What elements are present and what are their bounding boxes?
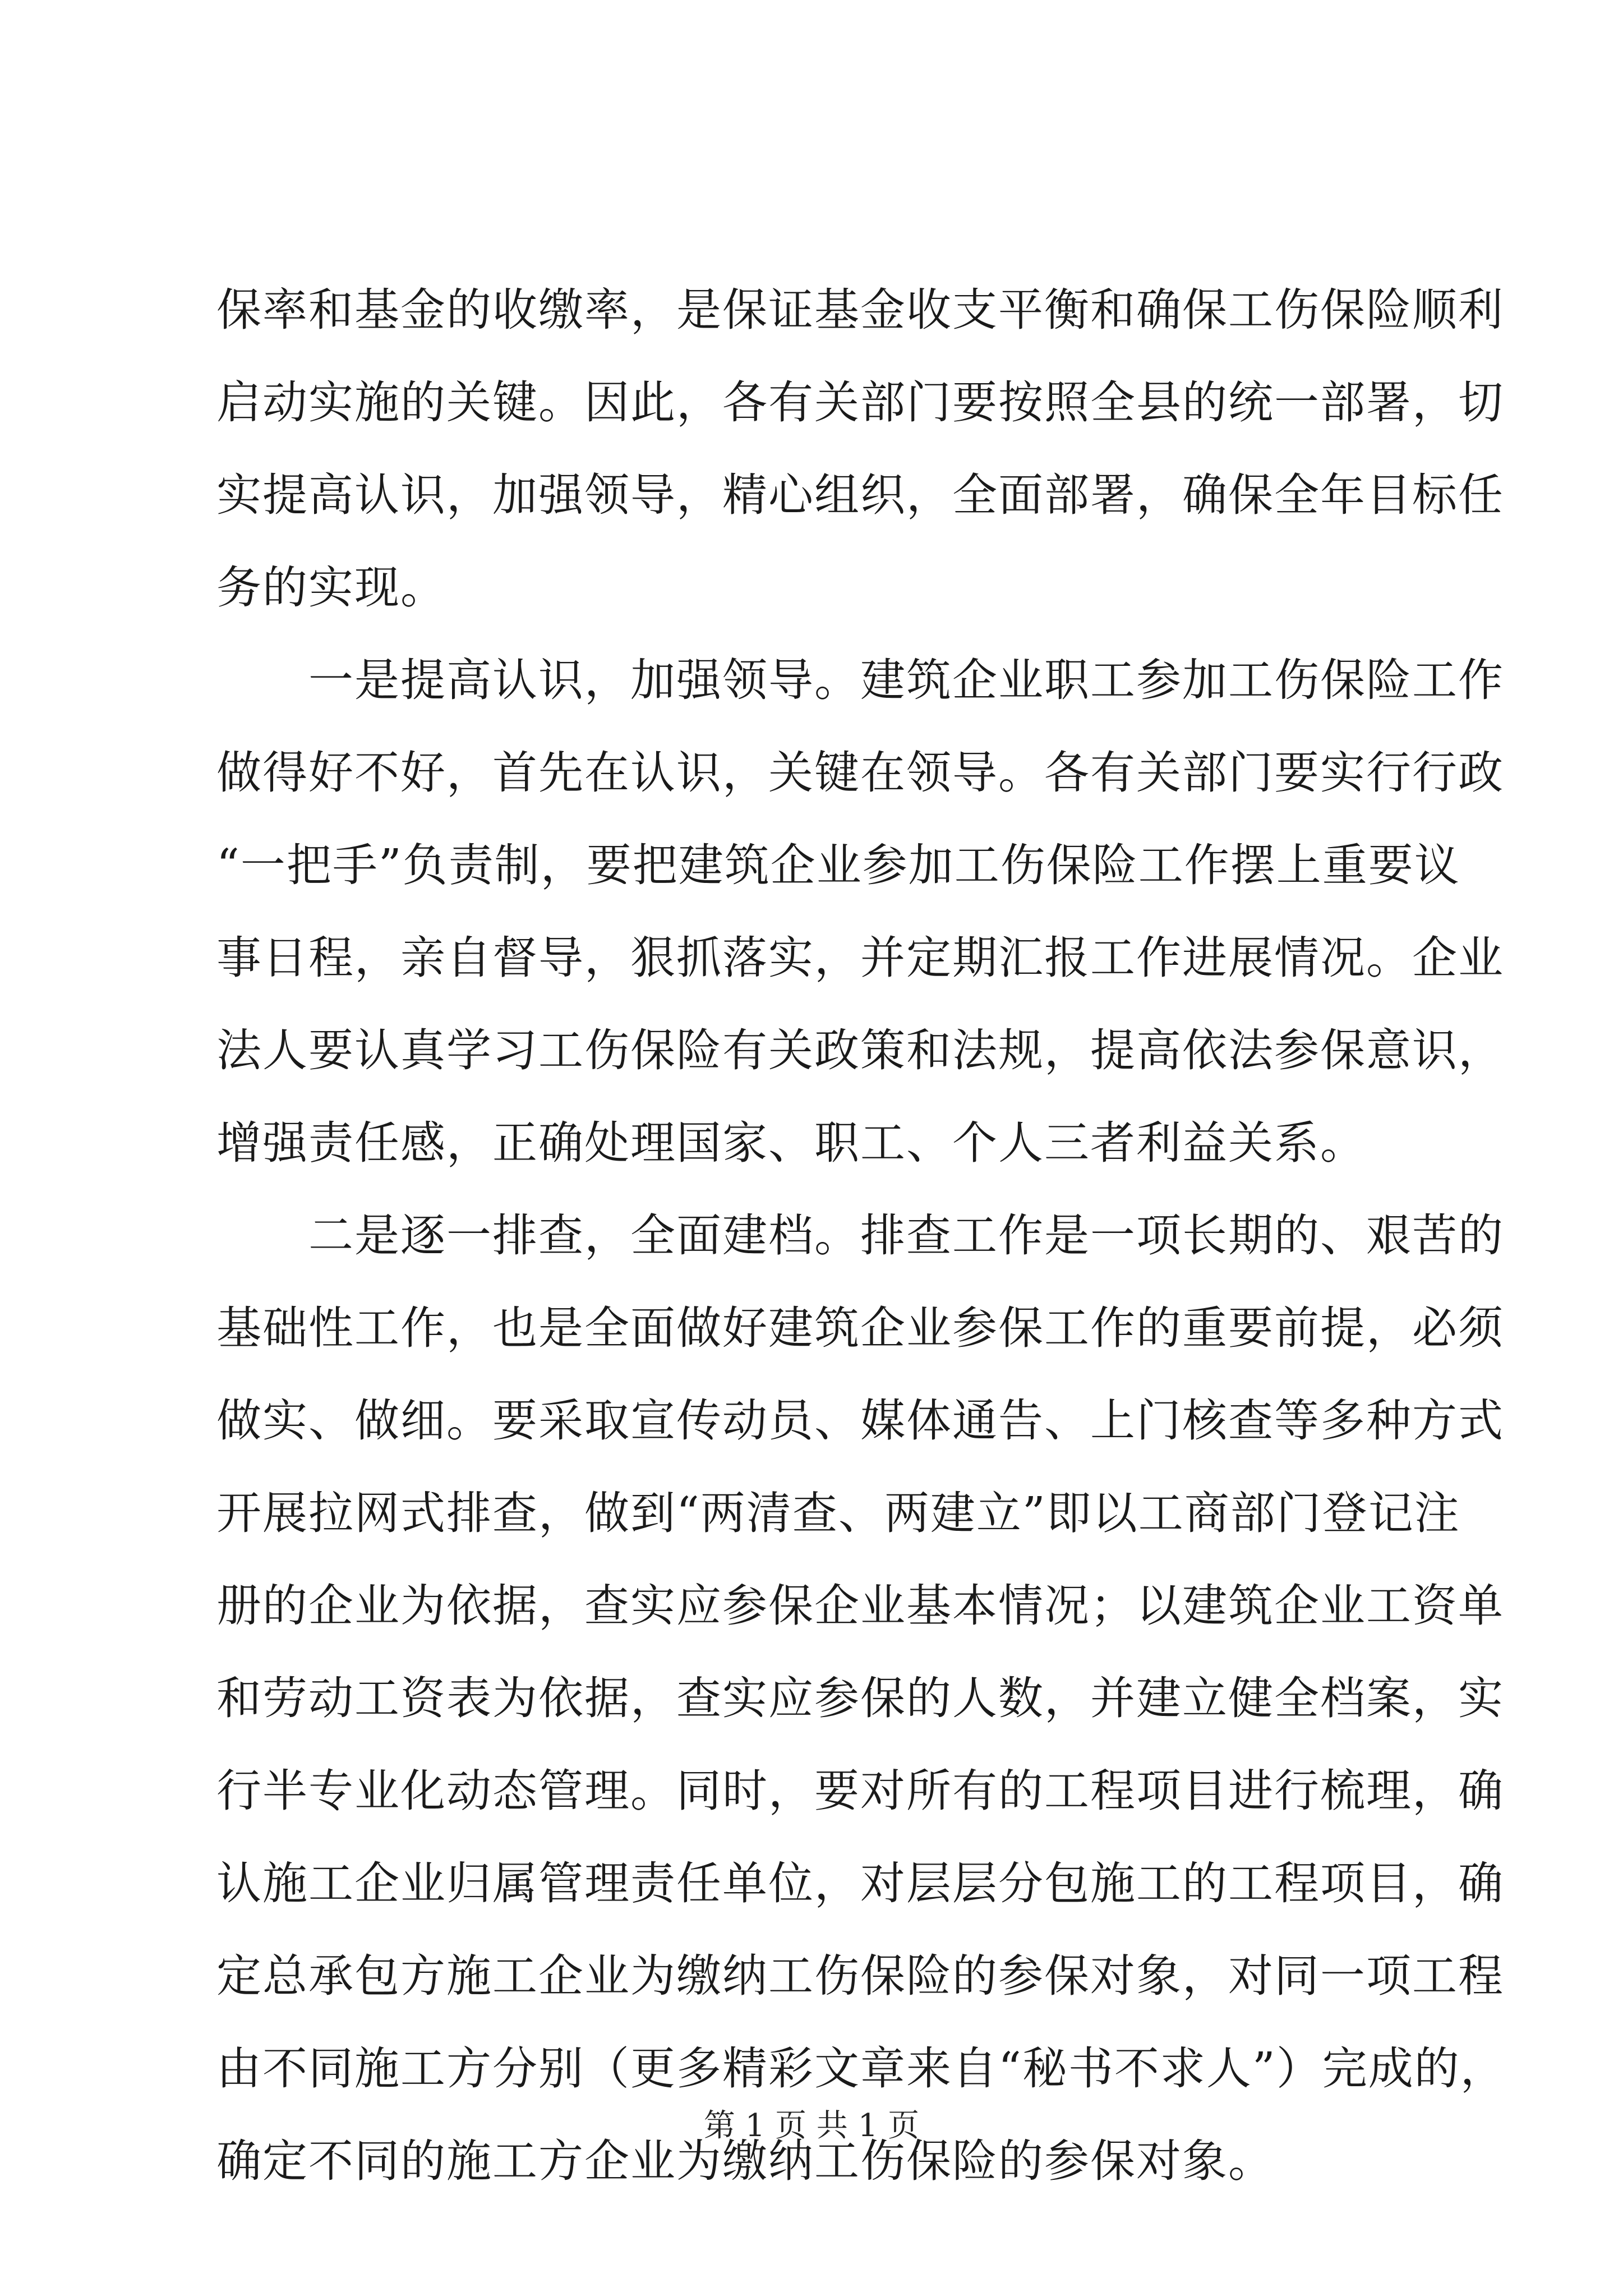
text-line: 做得好不好，首先在认识，关键在领导。各有关部门要实行行政: [216, 747, 1504, 799]
text-line: 册的企业为依据，查实应参保企业基本情况；以建筑企业工资单: [216, 1580, 1504, 1632]
text-line: 行半专业化动态管理。同时，要对所有的工程项目进行梳理，确: [216, 1765, 1504, 1817]
text-line: 保率和基金的收缴率，是保证基金收支平衡和确保工伤保险顺利: [216, 284, 1504, 336]
text-line: 启动实施的关键。因此，各有关部门要按照全县的统一部署，切: [216, 376, 1504, 429]
text-line: 一是提高认识，加强领导。建筑企业职工参加工伤保险工作: [216, 654, 1504, 706]
page-number-footer: 第 1 页 共 1 页: [703, 2108, 920, 2144]
text-line: 实提高认识，加强领导，精心组织，全面部署，确保全年目标任: [216, 469, 1504, 521]
text-line: 开展拉网式排查，做到“两清查、两建立”即以工商部门登记注: [216, 1487, 1460, 1539]
document-body: [216, 264, 1506, 2207]
text-line: 确定不同的施工方企业为缴纳工伤保险的参保对象。: [216, 2135, 1274, 2187]
text-line: 事日程，亲自督导，狠抓落实，并定期汇报工作进展情况。企业: [216, 932, 1504, 984]
text-line: 务的实现。: [216, 562, 446, 614]
text-line: “一把手”负责制，要把建筑企业参加工伤保险工作摆上重要议: [216, 839, 1460, 891]
text-line: 定总承包方施工企业为缴纳工伤保险的参保对象，对同一项工程: [216, 1950, 1504, 2002]
text-line: 基础性工作，也是全面做好建筑企业参保工作的重要前提，必须: [216, 1302, 1504, 1354]
text-line: 法人要认真学习工伤保险有关政策和法规，提高依法参保意识，: [216, 1024, 1504, 1076]
text-line: 二是逐一排查，全面建档。排查工作是一项长期的、艰苦的: [216, 1209, 1504, 1262]
text-line: 增强责任感，正确处理国家、职工、个人三者利益关系。: [216, 1117, 1366, 1169]
text-line: 和劳动工资表为依据，查实应参保的人数，并建立健全档案，实: [216, 1672, 1504, 1724]
text-line: 由不同施工方分别（更多精彩文章来自“秘书不求人”）完成的，: [216, 2042, 1506, 2095]
text-line: 做实、做细。要采取宣传动员、媒体通告、上门核查等多种方式: [216, 1395, 1504, 1447]
text-line: 认施工企业归属管理责任单位，对层层分包施工的工程项目，确: [216, 1857, 1504, 1910]
